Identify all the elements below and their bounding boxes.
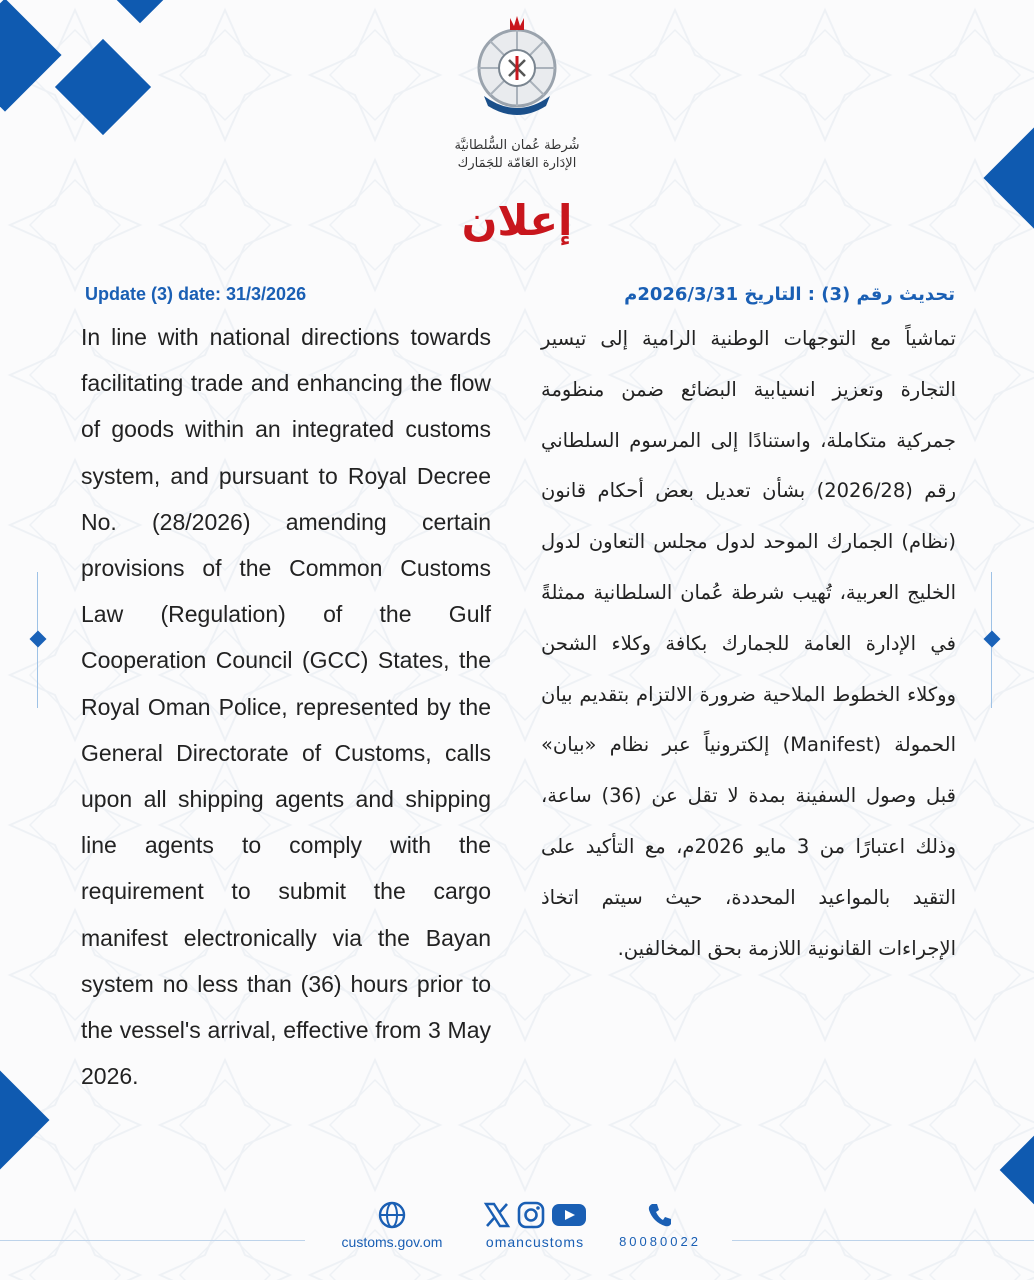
footer-divider-right bbox=[732, 1240, 1034, 1241]
royal-oman-police-emblem-icon bbox=[462, 8, 572, 118]
footer-phone[interactable] bbox=[605, 1200, 715, 1249]
arabic-body: تماشياً مع التوجهات الوطنية الرامية إلى تيسير التجارة وتعزيز انسيابية البضائع ضمن منظومة جمركية متكاملة، واستنادًا إلى المرسوم السلطاني رقم (2026/28) بشأن تعديل بعض أحكام قانون (نظام) الجمارك الموحد لدول مجلس التعاون لدول الخليج العربية، تُهيب شرطة عُمان السلطانية ممثلةً في الإدارة العامة للجمارك بكافة وكلاء الشحن ووكلاء الخطوط الملاحية ضرورة الالتزام بتقديم بيان الحمولة (Manifest) إلكترونياً عبر نظام «بيان» قبل وصول السفينة بمدة لا تقل عن (36) ساعة، وذلك اعتبارًا من 3 مايو 2026م، مع التأكيد على التقيد بالمواعيد المحددة، حيث سيتم اتخاذ الإجراءات القانونية اللازمة بحق المخالفين. bbox=[541, 327, 956, 960]
youtube-icon[interactable] bbox=[551, 1201, 587, 1229]
arabic-heading: تحديث رقم (3) : التاريخ 2026/3/31م bbox=[624, 284, 955, 305]
org-name-line2: الإدَارة العَامّة للجَمَارك bbox=[457, 156, 577, 171]
org-name-line1: شُرطة عُمان السُّلطانيَّة bbox=[454, 138, 580, 153]
page-title: إعلان bbox=[461, 196, 573, 245]
english-body: In line with national directions towards facilitating trade and enhancing the flow of goods within an integrated customs system, and pursuant to Royal Decree No. (28/2026) amending certain provisions of the Common Customs Law (Regulation) of the Gulf Cooperation Council (GCC) States, the Royal Oman Police, represented by the General Directorate of Customs, calls upon all shipping agents and shipping line agents to comply with the requirement to submit the cargo manifest electronically via the Bayan system no less than (36) hours prior to the vessel's arrival, effective from 3 May 2026. bbox=[81, 324, 491, 1090]
instagram-icon[interactable] bbox=[517, 1201, 545, 1229]
phone-text: 80080022 bbox=[619, 1234, 701, 1249]
x-icon[interactable] bbox=[483, 1201, 511, 1229]
footer-social[interactable] bbox=[462, 1200, 608, 1250]
social-handle-text: omancustoms bbox=[485, 1234, 585, 1250]
globe-icon bbox=[378, 1201, 406, 1229]
english-heading: Update (3) date: 31/3/2026 bbox=[85, 284, 307, 304]
website-text: customs.gov.om bbox=[341, 1234, 443, 1250]
footer-divider-left bbox=[0, 1240, 305, 1241]
footer-website[interactable] bbox=[322, 1200, 462, 1250]
phone-icon bbox=[647, 1202, 673, 1228]
